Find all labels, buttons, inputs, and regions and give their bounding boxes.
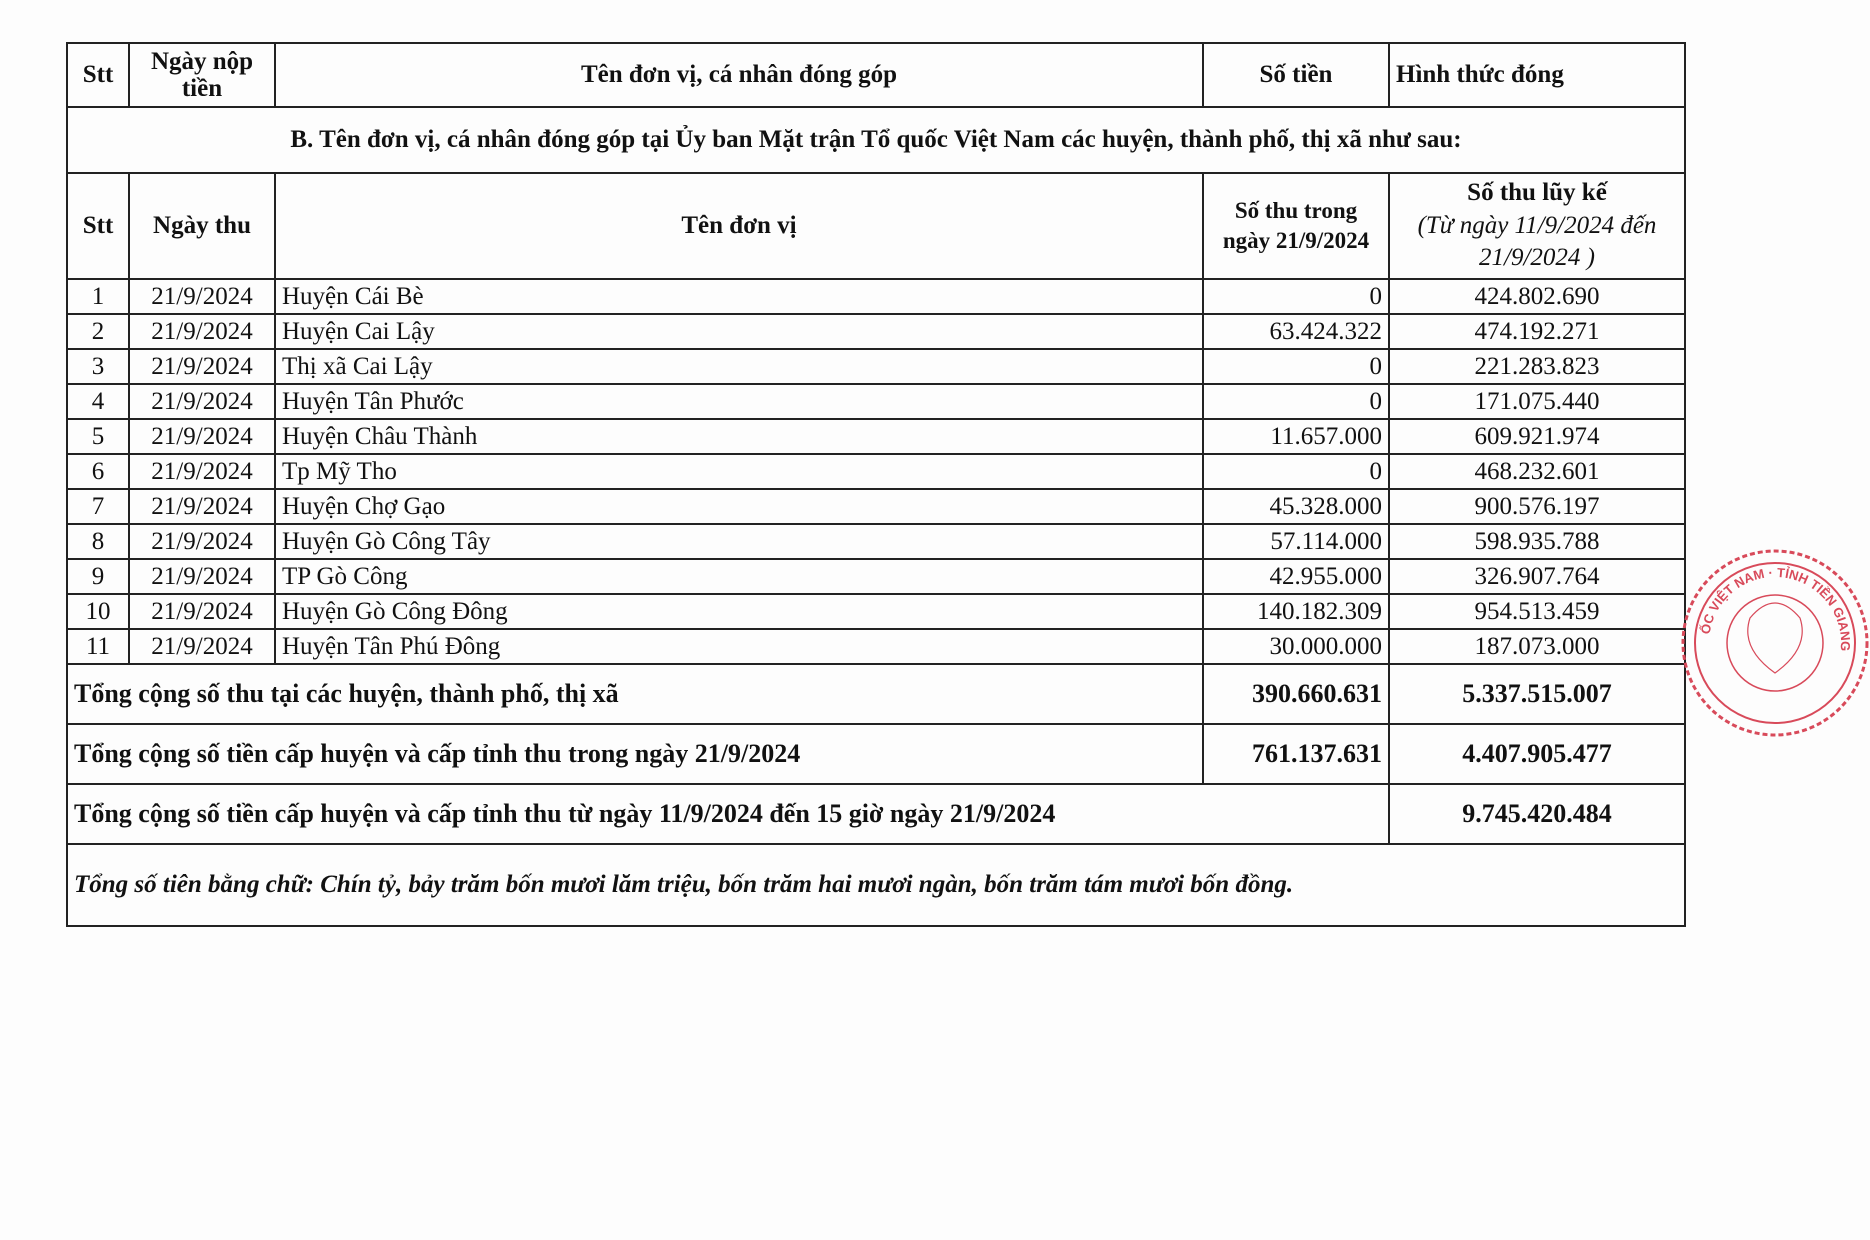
- total-all-value: 9.745.420.484: [1389, 784, 1685, 844]
- subheader-stt: Stt: [67, 173, 129, 279]
- table-header: [67, 43, 1685, 107]
- row-ngay-thu: 21/9/2024: [129, 454, 275, 489]
- section-b-row: [67, 107, 1685, 173]
- row-stt: 9: [67, 559, 129, 594]
- row-stt: 4: [67, 384, 129, 419]
- row-ngay-thu: 21/9/2024: [129, 524, 275, 559]
- subheader-ngay-thu: Ngày thu: [129, 173, 275, 279]
- row-ten-don-vi: Tp Mỹ Tho: [275, 454, 1203, 489]
- row-so-thu-luy-ke: 326.907.764: [1389, 559, 1685, 594]
- row-stt: 2: [67, 314, 129, 349]
- so-thu-luy-ke-note: (Từ ngày 11/9/2024 đến 21/9/2024 ): [1417, 211, 1657, 272]
- row-ngay-thu: 21/9/2024: [129, 629, 275, 664]
- row-ten-don-vi: Huyện Châu Thành: [275, 419, 1203, 454]
- row-so-thu-luy-ke: 187.073.000: [1389, 629, 1685, 664]
- header-stt: Stt: [67, 43, 129, 107]
- row-so-thu-trong-ngay: 11.657.000: [1203, 419, 1389, 454]
- row-ngay-thu: 21/9/2024: [129, 384, 275, 419]
- row-so-thu-trong-ngay: 42.955.000: [1203, 559, 1389, 594]
- table-row: [67, 594, 1685, 629]
- row-stt: 7: [67, 489, 129, 524]
- row-stt: 6: [67, 454, 129, 489]
- row-ngay-thu: 21/9/2024: [129, 349, 275, 384]
- row-ngay-thu: 21/9/2024: [129, 419, 275, 454]
- row-so-thu-trong-ngay: 30.000.000: [1203, 629, 1389, 664]
- document-sheet: [66, 42, 1684, 927]
- total-ngay-so-thu: 761.137.631: [1203, 724, 1389, 784]
- row-so-thu-trong-ngay: 45.328.000: [1203, 489, 1389, 524]
- table-row: [67, 454, 1685, 489]
- total-ngay-luy-ke: 4.407.905.477: [1389, 724, 1685, 784]
- data-rows: [67, 279, 1685, 664]
- subheader-row: [67, 173, 1685, 279]
- row-so-thu-luy-ke: 424.802.690: [1389, 279, 1685, 314]
- row-ngay-thu: 21/9/2024: [129, 594, 275, 629]
- row-ten-don-vi: Huyện Cai Lậy: [275, 314, 1203, 349]
- row-stt: 1: [67, 279, 129, 314]
- table-row: [67, 419, 1685, 454]
- total-all-row: [67, 784, 1685, 844]
- header-ten-don-vi-ca-nhan: Tên đơn vị, cá nhân đóng góp: [275, 43, 1203, 107]
- table-row: [67, 629, 1685, 664]
- row-ten-don-vi: Huyện Gò Công Đông: [275, 594, 1203, 629]
- header-hinh-thuc-dong: Hình thức đóng: [1389, 43, 1685, 107]
- table-row: [67, 384, 1685, 419]
- row-stt: 10: [67, 594, 129, 629]
- row-ten-don-vi: Huyện Tân Phú Đông: [275, 629, 1203, 664]
- header-ngay-nop-tien: Ngày nộp tiền: [129, 43, 275, 107]
- row-so-thu-trong-ngay: 0: [1203, 384, 1389, 419]
- row-ngay-thu: 21/9/2024: [129, 559, 275, 594]
- row-ten-don-vi: Huyện Chợ Gạo: [275, 489, 1203, 524]
- amount-in-words: Tổng số tiên bằng chữ: Chín tỷ, bảy trăm bốn mươi lăm triệu, bốn trăm hai mươi ngàn, bốn trăm tám mươi bốn đồng.: [67, 844, 1685, 926]
- table-row: [67, 489, 1685, 524]
- row-stt: 5: [67, 419, 129, 454]
- table-row: [67, 279, 1685, 314]
- row-stt: 11: [67, 629, 129, 664]
- row-so-thu-luy-ke: 609.921.974: [1389, 419, 1685, 454]
- total-huyen-luy-ke: 5.337.515.007: [1389, 664, 1685, 724]
- row-ngay-thu: 21/9/2024: [129, 314, 275, 349]
- row-ten-don-vi: Thị xã Cai Lậy: [275, 349, 1203, 384]
- row-so-thu-luy-ke: 900.576.197: [1389, 489, 1685, 524]
- row-ten-don-vi: Huyện Tân Phước: [275, 384, 1203, 419]
- row-ten-don-vi: Huyện Gò Công Tây: [275, 524, 1203, 559]
- seal-text: ỐC VIỆT NAM · TỈNH TIỀN GIANG: [1697, 564, 1854, 652]
- row-so-thu-luy-ke: 221.283.823: [1389, 349, 1685, 384]
- subheader-so-thu-luy-ke: [1389, 173, 1685, 279]
- total-huyen-label: Tổng cộng số thu tại các huyện, thành phố, thị xã: [67, 664, 1203, 724]
- row-stt: 8: [67, 524, 129, 559]
- total-all-label: Tổng cộng số tiền cấp huyện và cấp tỉnh thu từ ngày 11/9/2024 đến 15 giờ ngày 21/9/2024: [67, 784, 1389, 844]
- row-so-thu-luy-ke: 468.232.601: [1389, 454, 1685, 489]
- row-so-thu-trong-ngay: 57.114.000: [1203, 524, 1389, 559]
- row-so-thu-luy-ke: 954.513.459: [1389, 594, 1685, 629]
- row-so-thu-trong-ngay: 0: [1203, 454, 1389, 489]
- section-b-title: B. Tên đơn vị, cá nhân đóng góp tại Ủy ban Mặt trận Tổ quốc Việt Nam các huyện, thành phố, thị xã như sau:: [67, 107, 1685, 173]
- row-ngay-thu: 21/9/2024: [129, 279, 275, 314]
- row-ten-don-vi: Huyện Cái Bè: [275, 279, 1203, 314]
- contribution-table: [66, 42, 1686, 927]
- row-so-thu-luy-ke: 474.192.271: [1389, 314, 1685, 349]
- row-so-thu-trong-ngay: 63.424.322: [1203, 314, 1389, 349]
- subheader-ten-don-vi: Tên đơn vị: [275, 173, 1203, 279]
- row-so-thu-luy-ke: 171.075.440: [1389, 384, 1685, 419]
- total-huyen-trong-ngay: 390.660.631: [1203, 664, 1389, 724]
- row-ngay-thu: 21/9/2024: [129, 489, 275, 524]
- row-stt: 3: [67, 349, 129, 384]
- subheader-so-thu-trong-ngay: Số thu trong ngày 21/9/2024: [1203, 173, 1389, 279]
- so-thu-luy-ke-label: Số thu lũy kế: [1467, 179, 1607, 207]
- red-seal-stamp: [1680, 548, 1870, 738]
- total-ngay-label: Tổng cộng số tiền cấp huyện và cấp tỉnh thu trong ngày 21/9/2024: [67, 724, 1203, 784]
- total-huyen-row: [67, 664, 1685, 724]
- row-so-thu-trong-ngay: 0: [1203, 349, 1389, 384]
- row-ten-don-vi: TP Gò Công: [275, 559, 1203, 594]
- row-so-thu-luy-ke: 598.935.788: [1389, 524, 1685, 559]
- row-so-thu-trong-ngay: 0: [1203, 279, 1389, 314]
- table-row: [67, 524, 1685, 559]
- row-so-thu-trong-ngay: 140.182.309: [1203, 594, 1389, 629]
- amount-in-words-row: [67, 844, 1685, 926]
- total-ngay-row: [67, 724, 1685, 784]
- table-row: [67, 349, 1685, 384]
- table-row: [67, 314, 1685, 349]
- header-so-tien: Số tiền: [1203, 43, 1389, 107]
- table-row: [67, 559, 1685, 594]
